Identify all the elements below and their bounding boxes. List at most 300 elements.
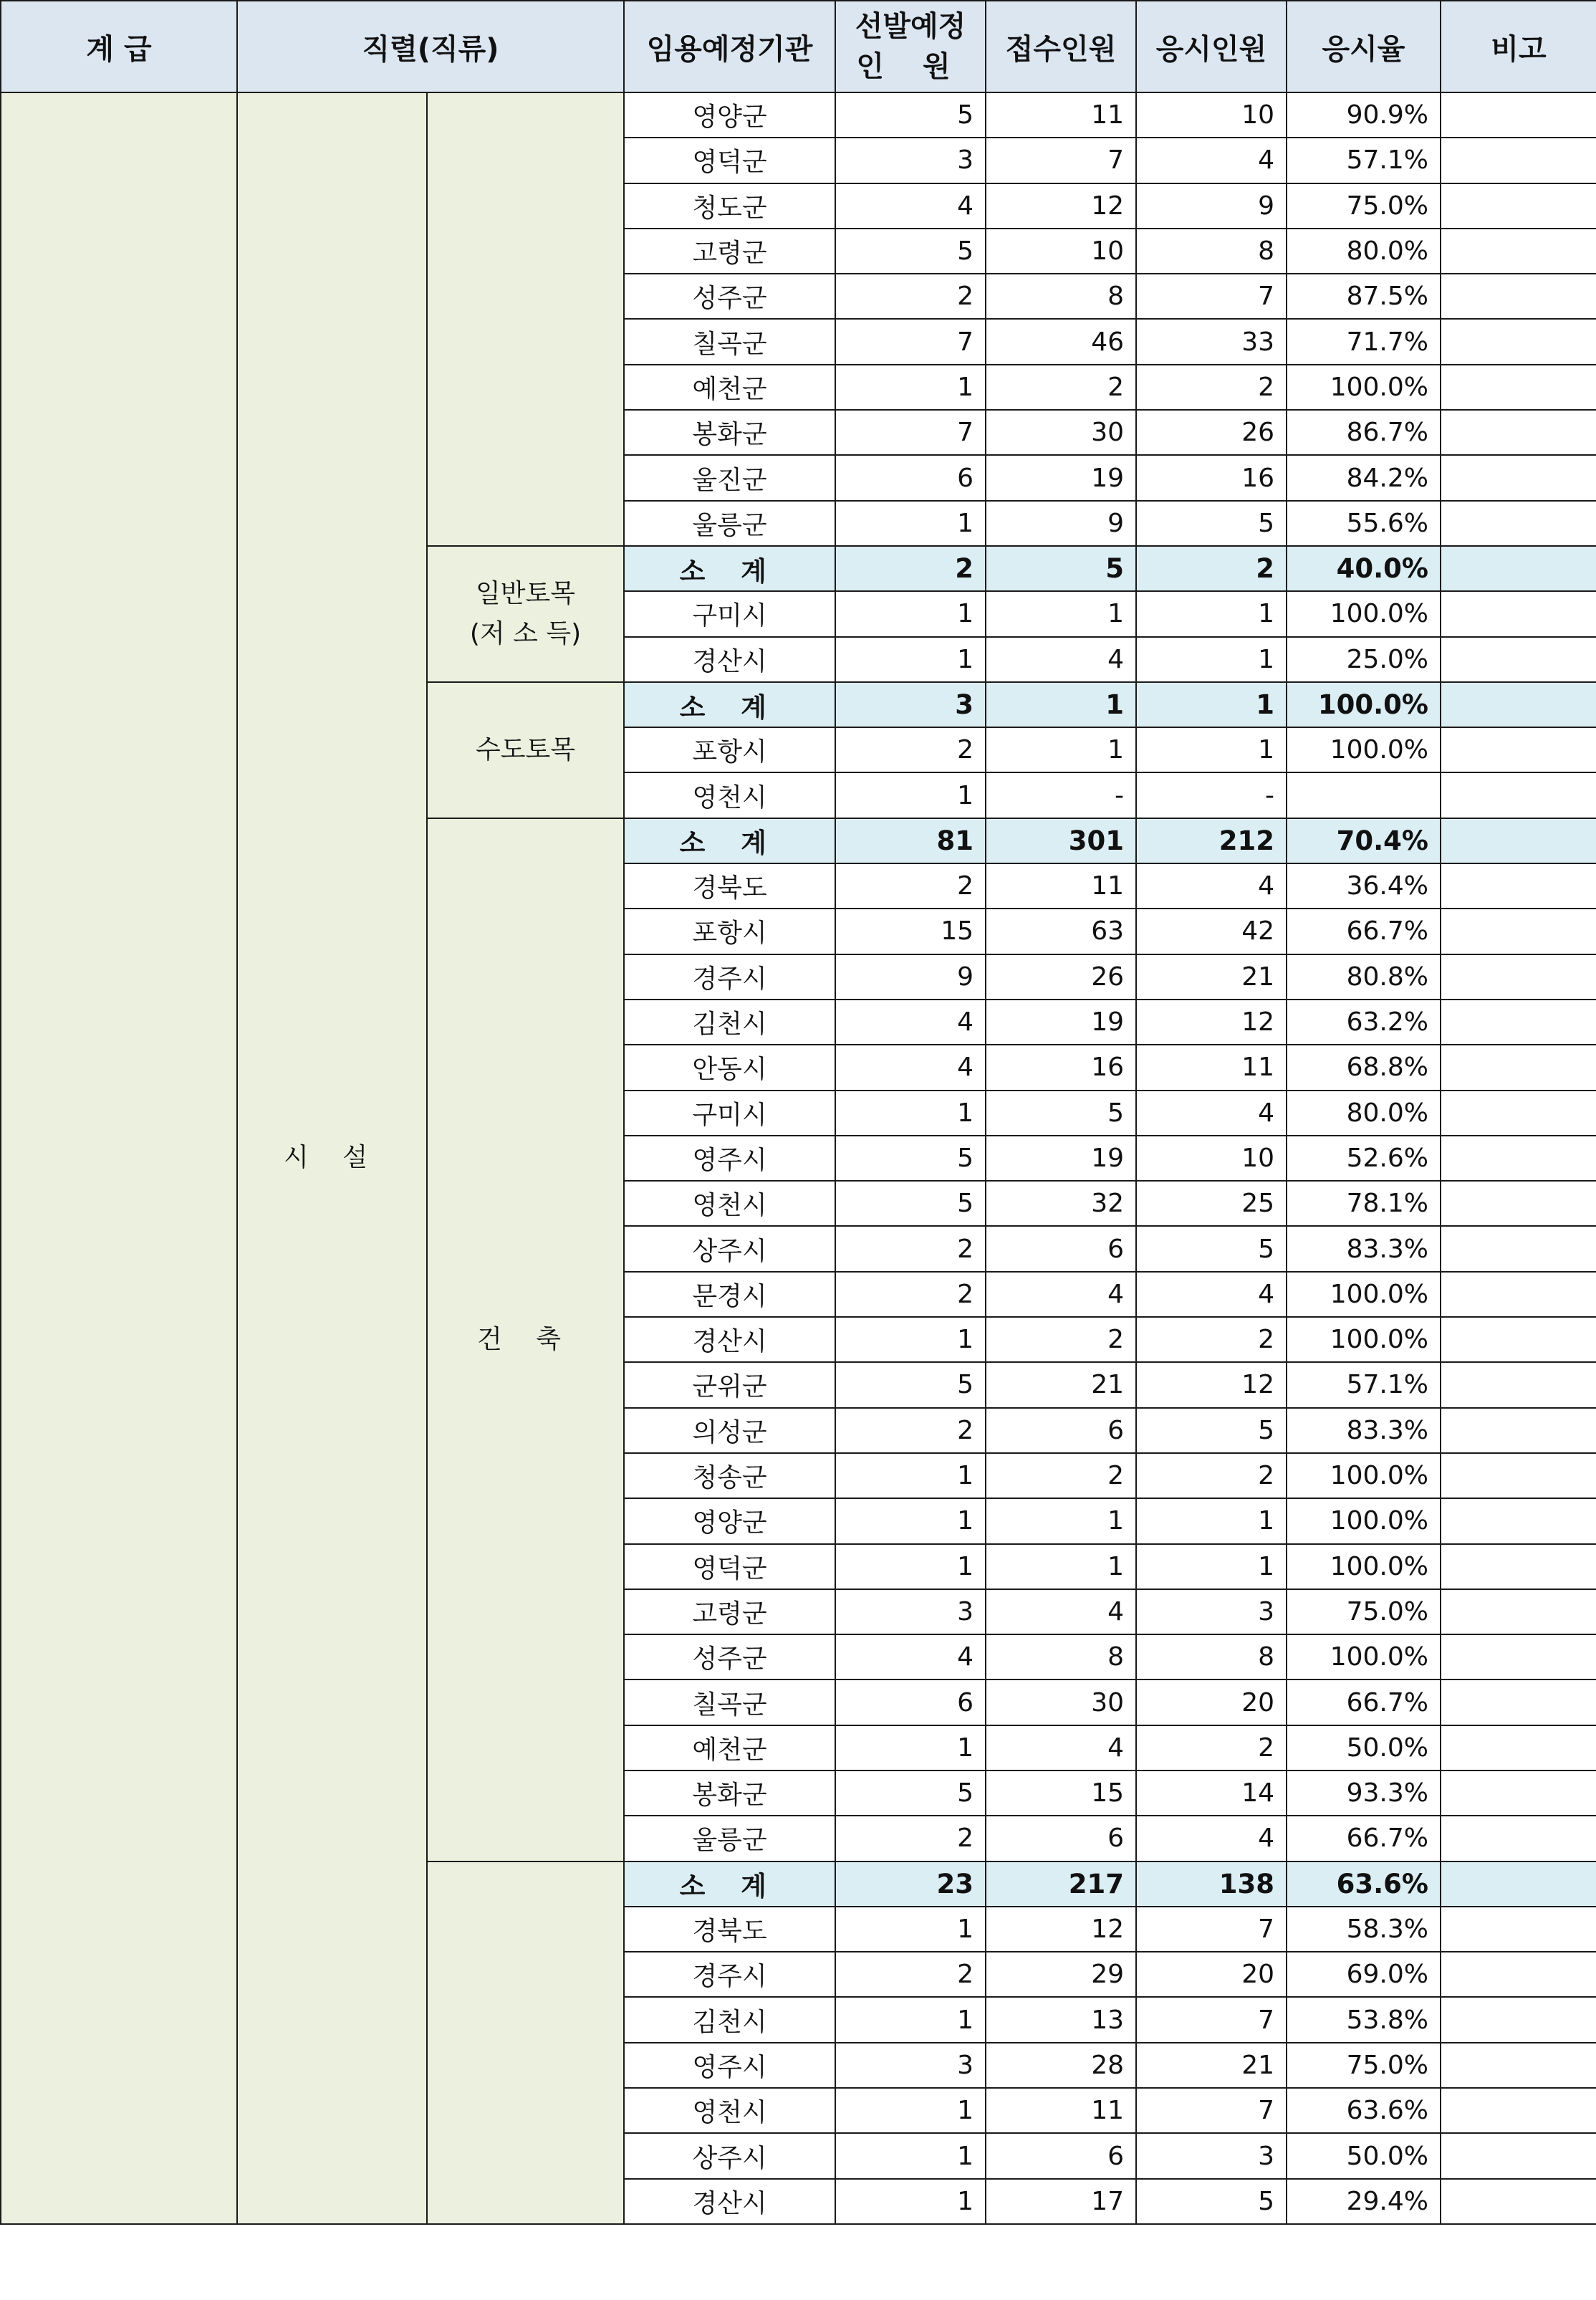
institution-cell: 성주군	[624, 1634, 835, 1680]
planned-cell: 1	[835, 1725, 986, 1770]
institution-cell: 봉화군	[624, 1770, 835, 1816]
applied-cell: 7	[1136, 1907, 1287, 1952]
planned-cell: 1	[835, 2088, 986, 2133]
applied-cell: 21	[1136, 2043, 1287, 2088]
institution-cell: 영덕군	[624, 138, 835, 183]
planned-cell: 2	[835, 1226, 986, 1271]
rate-cell: 83.3%	[1287, 1408, 1441, 1453]
institution-cell: 경산시	[624, 2179, 835, 2224]
institution-cell: 소 계	[624, 682, 835, 727]
note-cell	[1441, 1544, 1596, 1589]
institution-cell: 영덕군	[624, 1544, 835, 1589]
institution-cell: 영천시	[624, 1181, 835, 1226]
note-cell	[1441, 319, 1596, 364]
sub-series-water-civil	[427, 682, 624, 818]
note-cell	[1441, 410, 1596, 455]
planned-cell: 4	[835, 1045, 986, 1090]
received-cell: 1	[986, 591, 1136, 636]
rate-cell: 100.0%	[1287, 1272, 1441, 1317]
planned-cell: 2	[835, 1408, 986, 1453]
institution-cell: 영주시	[624, 1136, 835, 1181]
received-cell: 1	[986, 727, 1136, 772]
rate-cell: 86.7%	[1287, 410, 1441, 455]
applied-cell: 4	[1136, 863, 1287, 909]
received-cell: 30	[986, 410, 1136, 455]
rate-cell: 69.0%	[1287, 1952, 1441, 1997]
planned-cell: 2	[835, 546, 986, 591]
planned-cell: 2	[835, 727, 986, 772]
sub-series-architecture-label: 건 축	[477, 1324, 574, 1354]
sub-series-group-next	[427, 1861, 624, 2224]
note-cell	[1441, 863, 1596, 909]
institution-cell: 김천시	[624, 1997, 835, 2042]
note-cell	[1441, 682, 1596, 727]
applied-cell: 5	[1136, 1226, 1287, 1271]
institution-cell: 경북도	[624, 863, 835, 909]
planned-cell: 5	[835, 1181, 986, 1226]
institution-cell: 경북도	[624, 1907, 835, 1952]
applied-cell: 12	[1136, 1000, 1287, 1045]
institution-cell: 고령군	[624, 229, 835, 274]
institution-cell: 청도군	[624, 183, 835, 229]
header-institution: 임용예정기관	[624, 1, 835, 92]
received-cell: 6	[986, 1226, 1136, 1271]
applied-cell: 2	[1136, 1317, 1287, 1362]
note-cell	[1441, 274, 1596, 319]
note-cell	[1441, 1000, 1596, 1045]
institution-cell: 포항시	[624, 909, 835, 954]
institution-cell: 상주시	[624, 1226, 835, 1271]
planned-cell: 2	[835, 1272, 986, 1317]
planned-cell: 6	[835, 455, 986, 500]
planned-cell: 3	[835, 682, 986, 727]
rate-cell: 63.6%	[1287, 1861, 1441, 1907]
note-cell	[1441, 1317, 1596, 1362]
planned-cell: 7	[835, 319, 986, 364]
note-cell	[1441, 501, 1596, 546]
received-cell: 16	[986, 1045, 1136, 1090]
rate-cell: 83.3%	[1287, 1226, 1441, 1271]
header-series: 직렬(직류)	[237, 1, 624, 92]
applied-cell: 212	[1136, 818, 1287, 863]
planned-cell: 1	[835, 365, 986, 410]
rate-cell	[1287, 772, 1441, 818]
planned-cell: 6	[835, 1680, 986, 1725]
applied-cell: 2	[1136, 365, 1287, 410]
planned-cell: 5	[835, 92, 986, 138]
header-row	[1, 1, 1596, 92]
institution-cell: 김천시	[624, 1000, 835, 1045]
applied-cell: 2	[1136, 1453, 1287, 1498]
rate-cell: 53.8%	[1287, 1997, 1441, 2042]
sub-series-architecture	[427, 818, 624, 1861]
sub-series-civil-low-income	[427, 546, 624, 682]
rate-cell: 50.0%	[1287, 1725, 1441, 1770]
note-cell	[1441, 455, 1596, 500]
note-cell	[1441, 1770, 1596, 1816]
note-cell	[1441, 1136, 1596, 1181]
institution-cell: 영양군	[624, 92, 835, 138]
received-cell: 7	[986, 138, 1136, 183]
applied-cell: 5	[1136, 501, 1287, 546]
note-cell	[1441, 1680, 1596, 1725]
received-cell: 8	[986, 274, 1136, 319]
rate-cell: 58.3%	[1287, 1907, 1441, 1952]
institution-cell: 영천시	[624, 2088, 835, 2133]
applied-cell: 1	[1136, 727, 1287, 772]
planned-cell: 1	[835, 1544, 986, 1589]
note-cell	[1441, 1634, 1596, 1680]
institution-cell: 소 계	[624, 1861, 835, 1907]
received-cell: 46	[986, 319, 1136, 364]
note-cell	[1441, 183, 1596, 229]
rate-cell: 87.5%	[1287, 274, 1441, 319]
rate-cell: 75.0%	[1287, 1589, 1441, 1634]
rate-cell: 71.7%	[1287, 319, 1441, 364]
rate-cell: 36.4%	[1287, 863, 1441, 909]
applied-cell: 138	[1136, 1861, 1287, 1907]
institution-cell: 영양군	[624, 1498, 835, 1543]
received-cell: 10	[986, 229, 1136, 274]
applied-cell: 3	[1136, 2133, 1287, 2178]
institution-cell: 울진군	[624, 455, 835, 500]
applied-cell: 2	[1136, 1725, 1287, 1770]
planned-cell: 1	[835, 501, 986, 546]
sub-series-group-cont	[427, 92, 624, 546]
planned-cell: 3	[835, 1589, 986, 1634]
series-group-facility	[237, 92, 427, 2224]
received-cell: 2	[986, 1453, 1136, 1498]
note-cell	[1441, 1226, 1596, 1271]
received-cell: 21	[986, 1362, 1136, 1407]
rate-cell: 66.7%	[1287, 1816, 1441, 1861]
applied-cell: 10	[1136, 92, 1287, 138]
rate-cell: 29.4%	[1287, 2179, 1441, 2224]
planned-cell: 1	[835, 2179, 986, 2224]
note-cell	[1441, 1453, 1596, 1498]
received-cell: 15	[986, 1770, 1136, 1816]
sub-series-water-civil-label: 수도토목	[475, 734, 576, 765]
planned-cell: 4	[835, 1000, 986, 1045]
received-cell: 6	[986, 2133, 1136, 2178]
note-cell	[1441, 909, 1596, 954]
note-cell	[1441, 1997, 1596, 2042]
planned-cell: 7	[835, 410, 986, 455]
applied-cell: 8	[1136, 229, 1287, 274]
note-cell	[1441, 954, 1596, 1000]
planned-cell: 2	[835, 1952, 986, 1997]
planned-cell: 1	[835, 772, 986, 818]
received-cell: 4	[986, 1272, 1136, 1317]
received-cell: 28	[986, 2043, 1136, 2088]
applied-cell: 42	[1136, 909, 1287, 954]
received-cell: 301	[986, 818, 1136, 863]
received-cell: 2	[986, 365, 1136, 410]
received-cell: 63	[986, 909, 1136, 954]
note-cell	[1441, 727, 1596, 772]
rate-cell: 50.0%	[1287, 2133, 1441, 2178]
note-cell	[1441, 1589, 1596, 1634]
rate-cell: 66.7%	[1287, 909, 1441, 954]
received-cell: 19	[986, 1136, 1136, 1181]
applied-cell: 1	[1136, 1498, 1287, 1543]
applied-cell: 7	[1136, 2088, 1287, 2133]
planned-cell: 1	[835, 1997, 986, 2042]
sub-series-civil-low-income-line2: (저 소 득)	[469, 618, 582, 648]
note-cell	[1441, 772, 1596, 818]
applied-cell: 33	[1136, 319, 1287, 364]
rate-cell: 80.8%	[1287, 954, 1441, 1000]
applied-cell: 5	[1136, 2179, 1287, 2224]
institution-cell: 경산시	[624, 1317, 835, 1362]
institution-cell: 고령군	[624, 1589, 835, 1634]
received-cell: 2	[986, 1317, 1136, 1362]
received-cell: -	[986, 772, 1136, 818]
received-cell: 11	[986, 2088, 1136, 2133]
applied-cell: 4	[1136, 1272, 1287, 1317]
institution-cell: 군위군	[624, 1362, 835, 1407]
applied-cell: 12	[1136, 1362, 1287, 1407]
rate-cell: 63.2%	[1287, 1000, 1441, 1045]
note-cell	[1441, 2088, 1596, 2133]
note-cell	[1441, 1952, 1596, 1997]
planned-cell: 2	[835, 274, 986, 319]
applied-cell: 21	[1136, 954, 1287, 1000]
header-grade: 계 급	[1, 1, 237, 92]
note-cell	[1441, 229, 1596, 274]
institution-cell: 봉화군	[624, 410, 835, 455]
note-cell	[1441, 591, 1596, 636]
rate-cell: 66.7%	[1287, 1680, 1441, 1725]
applied-cell: 14	[1136, 1770, 1287, 1816]
applied-cell: 1	[1136, 682, 1287, 727]
received-cell: 32	[986, 1181, 1136, 1226]
planned-cell: 3	[835, 2043, 986, 2088]
planned-cell: 9	[835, 954, 986, 1000]
rate-cell: 100.0%	[1287, 365, 1441, 410]
applied-cell: 1	[1136, 1544, 1287, 1589]
applied-cell: 16	[1136, 455, 1287, 500]
rate-cell: 55.6%	[1287, 501, 1441, 546]
header-note: 비고	[1441, 1, 1596, 92]
note-cell	[1441, 1861, 1596, 1907]
applied-cell: 4	[1136, 138, 1287, 183]
planned-cell: 1	[835, 637, 986, 682]
institution-cell: 포항시	[624, 727, 835, 772]
sub-series-civil-low-income-line1: 일반토목	[475, 578, 576, 608]
rate-cell: 75.0%	[1287, 183, 1441, 229]
applied-cell: 9	[1136, 183, 1287, 229]
rate-cell: 57.1%	[1287, 1362, 1441, 1407]
rate-cell: 63.6%	[1287, 2088, 1441, 2133]
planned-cell: 3	[835, 138, 986, 183]
note-cell	[1441, 1816, 1596, 1861]
applied-cell: 26	[1136, 410, 1287, 455]
planned-cell: 81	[835, 818, 986, 863]
received-cell: 6	[986, 1408, 1136, 1453]
received-cell: 4	[986, 1589, 1136, 1634]
table-row	[1, 92, 1596, 138]
applied-cell: 5	[1136, 1408, 1287, 1453]
rate-cell: 80.0%	[1287, 1091, 1441, 1136]
institution-cell: 경산시	[624, 637, 835, 682]
note-cell	[1441, 365, 1596, 410]
received-cell: 6	[986, 1816, 1136, 1861]
applied-cell: 7	[1136, 274, 1287, 319]
header-received: 접수인원	[986, 1, 1136, 92]
received-cell: 30	[986, 1680, 1136, 1725]
received-cell: 12	[986, 183, 1136, 229]
received-cell: 1	[986, 1544, 1136, 1589]
note-cell	[1441, 1045, 1596, 1090]
rate-cell: 100.0%	[1287, 1453, 1441, 1498]
planned-cell: 23	[835, 1861, 986, 1907]
received-cell: 29	[986, 1952, 1136, 1997]
institution-cell: 상주시	[624, 2133, 835, 2178]
planned-cell: 5	[835, 1136, 986, 1181]
note-cell	[1441, 2043, 1596, 2088]
planned-cell: 1	[835, 591, 986, 636]
rate-cell: 52.6%	[1287, 1136, 1441, 1181]
rate-cell: 100.0%	[1287, 1317, 1441, 1362]
received-cell: 26	[986, 954, 1136, 1000]
institution-cell: 구미시	[624, 1091, 835, 1136]
rate-cell: 70.4%	[1287, 818, 1441, 863]
planned-cell: 1	[835, 1453, 986, 1498]
received-cell: 11	[986, 92, 1136, 138]
rate-cell: 75.0%	[1287, 2043, 1441, 2088]
note-cell	[1441, 546, 1596, 591]
received-cell: 11	[986, 863, 1136, 909]
institution-cell: 예천군	[624, 1725, 835, 1770]
planned-cell: 5	[835, 1362, 986, 1407]
rate-cell: 84.2%	[1287, 455, 1441, 500]
received-cell: 5	[986, 546, 1136, 591]
planned-cell: 1	[835, 1907, 986, 1952]
received-cell: 19	[986, 455, 1136, 500]
table-body	[1, 92, 1596, 2224]
rate-cell: 100.0%	[1287, 682, 1441, 727]
note-cell	[1441, 1725, 1596, 1770]
planned-cell: 15	[835, 909, 986, 954]
note-cell	[1441, 2179, 1596, 2224]
received-cell: 13	[986, 1997, 1136, 2042]
planned-cell: 2	[835, 1816, 986, 1861]
note-cell	[1441, 1408, 1596, 1453]
institution-cell: 칠곡군	[624, 319, 835, 364]
institution-cell: 청송군	[624, 1453, 835, 1498]
planned-cell: 1	[835, 1317, 986, 1362]
institution-cell: 울릉군	[624, 501, 835, 546]
planned-cell: 1	[835, 1498, 986, 1543]
institution-cell: 성주군	[624, 274, 835, 319]
received-cell: 9	[986, 501, 1136, 546]
applied-cell: 7	[1136, 1997, 1287, 2042]
series-group-facility-label: 시 설	[284, 1143, 380, 1173]
applied-cell: 1	[1136, 591, 1287, 636]
applied-cell: 4	[1136, 1816, 1287, 1861]
note-cell	[1441, 818, 1596, 863]
applied-cell: 11	[1136, 1045, 1287, 1090]
received-cell: 17	[986, 2179, 1136, 2224]
rate-cell: 100.0%	[1287, 591, 1441, 636]
received-cell: 1	[986, 1498, 1136, 1543]
applied-cell: 8	[1136, 1634, 1287, 1680]
rate-cell: 40.0%	[1287, 546, 1441, 591]
received-cell: 1	[986, 682, 1136, 727]
institution-cell: 소 계	[624, 818, 835, 863]
note-cell	[1441, 1498, 1596, 1543]
note-cell	[1441, 637, 1596, 682]
received-cell: 4	[986, 637, 1136, 682]
note-cell	[1441, 1181, 1596, 1226]
received-cell: 8	[986, 1634, 1136, 1680]
institution-cell: 울릉군	[624, 1816, 835, 1861]
planned-cell: 1	[835, 1091, 986, 1136]
institution-cell: 구미시	[624, 591, 835, 636]
applied-cell: 2	[1136, 546, 1287, 591]
applied-cell: 20	[1136, 1680, 1287, 1725]
applied-cell: 1	[1136, 637, 1287, 682]
note-cell	[1441, 2133, 1596, 2178]
institution-cell: 칠곡군	[624, 1680, 835, 1725]
note-cell	[1441, 1362, 1596, 1407]
planned-cell: 4	[835, 1634, 986, 1680]
institution-cell: 소 계	[624, 546, 835, 591]
applied-cell: 3	[1136, 1589, 1287, 1634]
rate-cell: 57.1%	[1287, 138, 1441, 183]
applied-cell: 4	[1136, 1091, 1287, 1136]
note-cell	[1441, 138, 1596, 183]
rate-cell: 78.1%	[1287, 1181, 1441, 1226]
received-cell: 19	[986, 1000, 1136, 1045]
note-cell	[1441, 1091, 1596, 1136]
applied-cell: 10	[1136, 1136, 1287, 1181]
header-planned-line2: 인 원	[856, 50, 965, 83]
received-cell: 12	[986, 1907, 1136, 1952]
note-cell	[1441, 1272, 1596, 1317]
rate-cell: 68.8%	[1287, 1045, 1441, 1090]
institution-cell: 예천군	[624, 365, 835, 410]
header-planned	[835, 1, 986, 92]
rate-cell: 90.9%	[1287, 92, 1441, 138]
institution-cell: 의성군	[624, 1408, 835, 1453]
applied-cell: 20	[1136, 1952, 1287, 1997]
institution-cell: 경주시	[624, 1952, 835, 1997]
header-applied: 응시인원	[1136, 1, 1287, 92]
header-planned-line1: 선발예정	[855, 10, 966, 43]
received-cell: 217	[986, 1861, 1136, 1907]
institution-cell: 안동시	[624, 1045, 835, 1090]
institution-cell: 경주시	[624, 954, 835, 1000]
grade-cell	[1, 92, 237, 2224]
note-cell	[1441, 1907, 1596, 1952]
rate-cell: 80.0%	[1287, 229, 1441, 274]
institution-cell: 영천시	[624, 772, 835, 818]
rate-cell: 100.0%	[1287, 1544, 1441, 1589]
rate-cell: 100.0%	[1287, 1634, 1441, 1680]
applied-cell: 25	[1136, 1181, 1287, 1226]
planned-cell: 2	[835, 863, 986, 909]
institution-cell: 영주시	[624, 2043, 835, 2088]
note-cell	[1441, 92, 1596, 138]
rate-cell: 25.0%	[1287, 637, 1441, 682]
planned-cell: 5	[835, 1770, 986, 1816]
rate-cell: 100.0%	[1287, 727, 1441, 772]
applied-cell: -	[1136, 772, 1287, 818]
received-cell: 4	[986, 1725, 1136, 1770]
planned-cell: 5	[835, 229, 986, 274]
